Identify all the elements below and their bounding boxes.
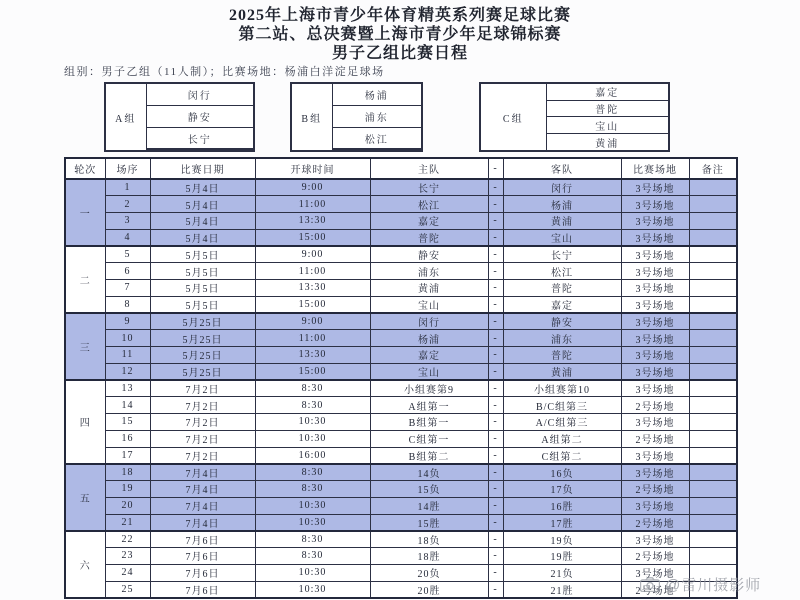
venue: 3号场地	[621, 246, 689, 263]
away-team: 19胜	[503, 548, 621, 565]
match-row	[65, 330, 737, 347]
group-label: C组	[480, 83, 546, 151]
match-time: 15:00	[255, 296, 370, 313]
match-date: 7月6日	[150, 548, 255, 565]
venue: 3号场地	[621, 447, 689, 464]
away-team: 17胜	[503, 514, 621, 531]
separator: -	[488, 229, 503, 246]
home-team: B组第一	[370, 414, 488, 431]
column-header: 比赛场地	[621, 158, 689, 179]
separator: -	[488, 397, 503, 414]
match-row	[65, 447, 737, 464]
match-no: 22	[105, 531, 150, 548]
match-no: 13	[105, 380, 150, 397]
group-team: 嘉定	[546, 83, 669, 100]
separator: -	[488, 296, 503, 313]
home-team: 嘉定	[370, 347, 488, 364]
schedule-table	[64, 157, 738, 599]
match-date: 7月4日	[150, 497, 255, 514]
separator: -	[488, 246, 503, 263]
group-team: 黄浦	[546, 134, 669, 151]
match-date: 5月25日	[150, 313, 255, 330]
match-time: 11:00	[255, 196, 370, 213]
away-team: 16负	[503, 464, 621, 481]
note	[689, 263, 737, 280]
match-row	[65, 414, 737, 431]
group-table-1	[104, 82, 255, 152]
separator: -	[488, 380, 503, 397]
note	[689, 548, 737, 565]
match-row	[65, 196, 737, 213]
round-label: 六	[65, 531, 105, 598]
match-time: 8:30	[255, 548, 370, 565]
away-team: 普陀	[503, 280, 621, 297]
note	[689, 430, 737, 447]
away-team: 杨浦	[503, 196, 621, 213]
match-time: 8:30	[255, 380, 370, 397]
group-table-3	[479, 82, 670, 152]
match-date: 5月5日	[150, 280, 255, 297]
home-team: 20胜	[370, 581, 488, 598]
away-team: 21负	[503, 564, 621, 581]
match-row	[65, 229, 737, 246]
match-row	[65, 296, 737, 313]
separator: -	[488, 414, 503, 431]
column-header: 开球时间	[255, 158, 370, 179]
match-time: 13:30	[255, 347, 370, 364]
venue: 3号场地	[621, 330, 689, 347]
venue: 3号场地	[621, 497, 689, 514]
match-time: 11:00	[255, 263, 370, 280]
match-no: 6	[105, 263, 150, 280]
match-row	[65, 246, 737, 263]
match-time: 9:00	[255, 246, 370, 263]
document-title	[0, 6, 800, 63]
home-team: 14负	[370, 464, 488, 481]
match-no: 21	[105, 514, 150, 531]
venue: 3号场地	[621, 564, 689, 581]
separator: -	[488, 464, 503, 481]
group-label: A组	[105, 83, 146, 151]
separator: -	[488, 531, 503, 548]
group-team: 宝山	[546, 117, 669, 134]
venue: 3号场地	[621, 263, 689, 280]
match-row	[65, 581, 737, 598]
match-date: 5月4日	[150, 196, 255, 213]
home-team: 18负	[370, 531, 488, 548]
match-date: 7月4日	[150, 514, 255, 531]
match-row	[65, 280, 737, 297]
match-no: 12	[105, 363, 150, 380]
match-time: 10:30	[255, 430, 370, 447]
title-line-3: 男子乙组比赛日程	[331, 45, 468, 62]
group-empty-slot	[332, 149, 422, 151]
away-team: 黄浦	[503, 213, 621, 230]
column-header: 场序	[105, 158, 150, 179]
match-date: 7月2日	[150, 380, 255, 397]
match-no: 20	[105, 497, 150, 514]
home-team: 闵行	[370, 313, 488, 330]
column-header: 主队	[370, 158, 488, 179]
group-table-2	[290, 82, 423, 152]
match-date: 5月4日	[150, 179, 255, 196]
match-date: 5月25日	[150, 363, 255, 380]
match-date: 5月25日	[150, 347, 255, 364]
match-row	[65, 430, 737, 447]
separator: -	[488, 330, 503, 347]
note	[689, 481, 737, 498]
away-team: 闵行	[503, 179, 621, 196]
match-row	[65, 347, 737, 364]
home-team: 普陀	[370, 229, 488, 246]
note	[689, 347, 737, 364]
match-no: 3	[105, 213, 150, 230]
note	[689, 313, 737, 330]
note	[689, 296, 737, 313]
note	[689, 246, 737, 263]
group-empty-slot	[146, 149, 254, 151]
home-team: 嘉定	[370, 213, 488, 230]
round-label: 一	[65, 179, 105, 246]
home-team: 14胜	[370, 497, 488, 514]
match-row	[65, 564, 737, 581]
match-row	[65, 263, 737, 280]
home-team: 小组赛第9	[370, 380, 488, 397]
match-date: 5月5日	[150, 246, 255, 263]
match-date: 7月4日	[150, 464, 255, 481]
note	[689, 330, 737, 347]
group-team: 浦东	[332, 105, 422, 127]
column-header: -	[488, 158, 503, 179]
match-date: 7月6日	[150, 531, 255, 548]
match-no: 2	[105, 196, 150, 213]
match-row	[65, 397, 737, 414]
venue: 2号场地	[621, 481, 689, 498]
match-time: 10:30	[255, 414, 370, 431]
match-date: 5月25日	[150, 330, 255, 347]
round-label: 五	[65, 464, 105, 531]
away-team: 宝山	[503, 229, 621, 246]
note	[689, 564, 737, 581]
home-team: A组第一	[370, 397, 488, 414]
match-row	[65, 531, 737, 548]
home-team: 杨浦	[370, 330, 488, 347]
match-time: 13:30	[255, 280, 370, 297]
venue: 3号场地	[621, 347, 689, 364]
schedule-header-row	[65, 158, 737, 179]
match-no: 15	[105, 414, 150, 431]
separator: -	[488, 514, 503, 531]
match-no: 10	[105, 330, 150, 347]
home-team: 松江	[370, 196, 488, 213]
match-no: 17	[105, 447, 150, 464]
match-row	[65, 213, 737, 230]
away-team: 小组赛第10	[503, 380, 621, 397]
home-team: 浦东	[370, 263, 488, 280]
note	[689, 581, 737, 598]
separator: -	[488, 213, 503, 230]
venue: 2号场地	[621, 581, 689, 598]
away-team: A组第二	[503, 430, 621, 447]
away-team: 静安	[503, 313, 621, 330]
home-team: 18胜	[370, 548, 488, 565]
match-time: 8:30	[255, 481, 370, 498]
note	[689, 380, 737, 397]
home-team: 宝山	[370, 296, 488, 313]
match-date: 7月6日	[150, 581, 255, 598]
match-time: 10:30	[255, 564, 370, 581]
separator: -	[488, 347, 503, 364]
venue: 2号场地	[621, 514, 689, 531]
separator: -	[488, 481, 503, 498]
group-team: 长宁	[146, 127, 254, 149]
venue: 2号场地	[621, 548, 689, 565]
match-no: 7	[105, 280, 150, 297]
home-team: 15胜	[370, 514, 488, 531]
note	[689, 531, 737, 548]
match-time: 8:30	[255, 464, 370, 481]
venue: 3号场地	[621, 196, 689, 213]
home-team: 静安	[370, 246, 488, 263]
venue: 3号场地	[621, 464, 689, 481]
round-label: 四	[65, 380, 105, 464]
home-team: 15负	[370, 481, 488, 498]
venue: 3号场地	[621, 313, 689, 330]
away-team: B/C组第三	[503, 397, 621, 414]
note	[689, 213, 737, 230]
match-time: 9:00	[255, 313, 370, 330]
note	[689, 280, 737, 297]
title-line-1: 2025年上海市青少年体育精英系列赛足球比赛	[228, 7, 571, 24]
match-date: 5月5日	[150, 263, 255, 280]
separator: -	[488, 196, 503, 213]
match-row	[65, 497, 737, 514]
match-row	[65, 548, 737, 565]
match-no: 18	[105, 464, 150, 481]
match-time: 10:30	[255, 514, 370, 531]
venue: 3号场地	[621, 296, 689, 313]
venue: 3号场地	[621, 414, 689, 431]
group-team: 杨浦	[332, 83, 422, 105]
group-team: 静安	[146, 105, 254, 127]
match-no: 1	[105, 179, 150, 196]
away-team: A/C组第三	[503, 414, 621, 431]
note	[689, 397, 737, 414]
home-team: C组第一	[370, 430, 488, 447]
separator: -	[488, 363, 503, 380]
match-date: 7月2日	[150, 430, 255, 447]
match-row	[65, 363, 737, 380]
note	[689, 229, 737, 246]
away-team: 长宁	[503, 246, 621, 263]
home-team: 黄浦	[370, 280, 488, 297]
away-team: 松江	[503, 263, 621, 280]
match-time: 8:30	[255, 531, 370, 548]
away-team: 浦东	[503, 330, 621, 347]
match-time: 10:30	[255, 581, 370, 598]
match-no: 16	[105, 430, 150, 447]
venue: 3号场地	[621, 213, 689, 230]
match-time: 13:30	[255, 213, 370, 230]
match-no: 9	[105, 313, 150, 330]
match-row	[65, 380, 737, 397]
separator: -	[488, 581, 503, 598]
away-team: 16胜	[503, 497, 621, 514]
away-team: 嘉定	[503, 296, 621, 313]
venue: 3号场地	[621, 380, 689, 397]
match-time: 16:00	[255, 447, 370, 464]
round-label: 二	[65, 246, 105, 313]
group-tables	[0, 82, 800, 152]
separator: -	[488, 548, 503, 565]
separator: -	[488, 280, 503, 297]
separator: -	[488, 313, 503, 330]
away-team: C组第二	[503, 447, 621, 464]
home-team: 宝山	[370, 363, 488, 380]
match-date: 7月2日	[150, 414, 255, 431]
venue: 3号场地	[621, 179, 689, 196]
note	[689, 196, 737, 213]
match-no: 23	[105, 548, 150, 565]
match-time: 9:00	[255, 179, 370, 196]
note	[689, 514, 737, 531]
separator: -	[488, 179, 503, 196]
home-team: 20负	[370, 564, 488, 581]
column-header: 客队	[503, 158, 621, 179]
separator: -	[488, 497, 503, 514]
column-header: 比赛日期	[150, 158, 255, 179]
separator: -	[488, 447, 503, 464]
watermark-text: @雷川摄影师	[665, 576, 762, 594]
note	[689, 179, 737, 196]
away-team: 普陀	[503, 347, 621, 364]
away-team: 黄浦	[503, 363, 621, 380]
match-date: 7月2日	[150, 447, 255, 464]
match-no: 24	[105, 564, 150, 581]
note	[689, 447, 737, 464]
note	[689, 414, 737, 431]
group-and-venue-line: 组别：男子乙组（11人制）；比赛场地：杨浦白洋淀足球场	[64, 66, 385, 78]
note	[689, 464, 737, 481]
match-no: 4	[105, 229, 150, 246]
match-date: 7月4日	[150, 481, 255, 498]
match-date: 7月2日	[150, 397, 255, 414]
venue: 3号场地	[621, 363, 689, 380]
title-line-2: 第二站、总决赛暨上海市青少年足球锦标赛	[238, 26, 562, 43]
match-row	[65, 464, 737, 481]
separator: -	[488, 430, 503, 447]
match-date: 5月5日	[150, 296, 255, 313]
schedule-body	[65, 179, 737, 598]
round-label: 三	[65, 313, 105, 380]
match-row	[65, 514, 737, 531]
column-header: 轮次	[65, 158, 105, 179]
venue: 3号场地	[621, 531, 689, 548]
note	[689, 497, 737, 514]
match-row	[65, 481, 737, 498]
match-time: 10:30	[255, 497, 370, 514]
away-team: 19负	[503, 531, 621, 548]
match-no: 19	[105, 481, 150, 498]
match-time: 15:00	[255, 363, 370, 380]
match-no: 5	[105, 246, 150, 263]
match-no: 8	[105, 296, 150, 313]
match-date: 5月4日	[150, 229, 255, 246]
match-no: 14	[105, 397, 150, 414]
away-team: 21胜	[503, 581, 621, 598]
group-team: 松江	[332, 127, 422, 149]
venue: 2号场地	[621, 430, 689, 447]
away-team: 17负	[503, 481, 621, 498]
venue: 3号场地	[621, 280, 689, 297]
separator: -	[488, 263, 503, 280]
match-time: 8:30	[255, 397, 370, 414]
venue: 2号场地	[621, 397, 689, 414]
match-no: 25	[105, 581, 150, 598]
match-row	[65, 313, 737, 330]
venue: 3号场地	[621, 229, 689, 246]
group-team: 闵行	[146, 83, 254, 105]
match-row	[65, 179, 737, 196]
column-header: 备注	[689, 158, 737, 179]
match-date: 5月4日	[150, 213, 255, 230]
match-time: 11:00	[255, 330, 370, 347]
separator: -	[488, 564, 503, 581]
match-no: 11	[105, 347, 150, 364]
home-team: B组第二	[370, 447, 488, 464]
group-team: 普陀	[546, 100, 669, 117]
note	[689, 363, 737, 380]
match-date: 7月6日	[150, 564, 255, 581]
home-team: 长宁	[370, 179, 488, 196]
group-label: B组	[291, 83, 332, 151]
match-time: 15:00	[255, 229, 370, 246]
